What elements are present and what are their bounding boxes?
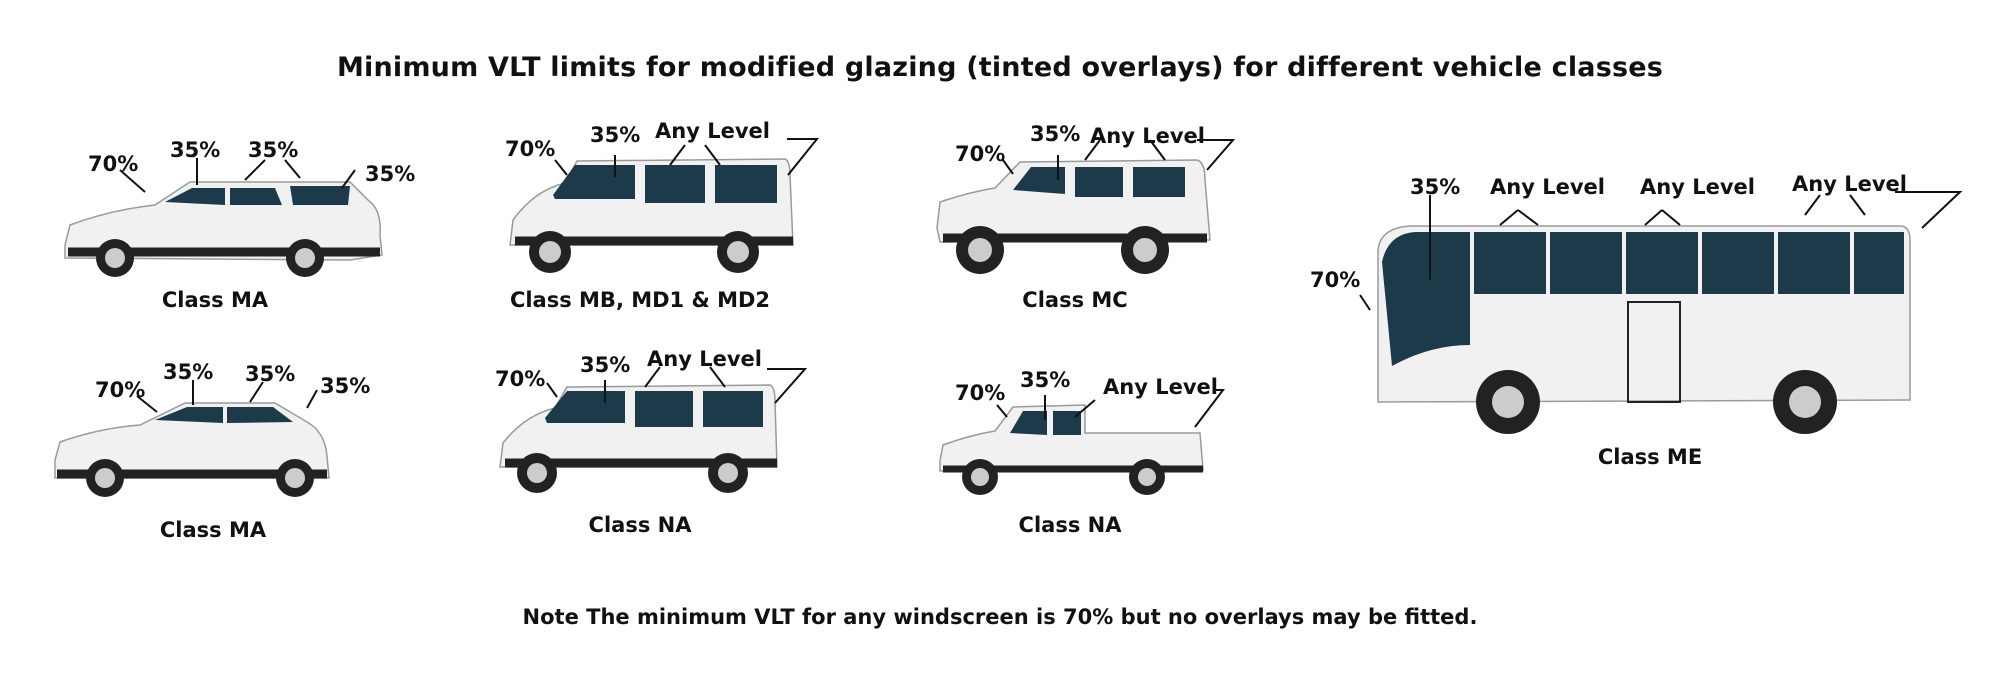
label-windscreen: 70% bbox=[1310, 268, 1361, 292]
label-front-side: 35% bbox=[590, 123, 641, 147]
label-rear: Any Level bbox=[1090, 124, 1205, 148]
label-windscreen: 70% bbox=[95, 378, 146, 402]
coach-bus-icon bbox=[1310, 170, 1990, 490]
label-front-side: 35% bbox=[163, 360, 214, 384]
label-front-side: 35% bbox=[580, 353, 631, 377]
class-label: Class MB, MD1 & MD2 bbox=[509, 288, 771, 312]
label-front-side: 35% bbox=[1020, 368, 1071, 392]
vehicle-mc-suv bbox=[935, 120, 1275, 330]
class-label: Class NA bbox=[1018, 513, 1122, 537]
class-label: Class MA bbox=[161, 288, 269, 312]
vehicle-mb-van bbox=[505, 115, 845, 325]
class-label: Class NA bbox=[588, 513, 692, 537]
label-windscreen: 70% bbox=[955, 381, 1006, 405]
vehicle-ma-estate bbox=[50, 130, 416, 330]
label-windscreen: 70% bbox=[88, 152, 139, 176]
footnote: Note The minimum VLT for any windscreen is 70% but no overlays may be fitted. bbox=[522, 605, 1478, 629]
label-windscreen: 70% bbox=[505, 137, 556, 161]
label-windscreen: 70% bbox=[955, 142, 1006, 166]
class-label: Class ME bbox=[1597, 445, 1703, 469]
label-rear-window: 35% bbox=[365, 162, 416, 186]
label-rear-side: 35% bbox=[245, 362, 296, 386]
label-rear: Any Level bbox=[655, 119, 770, 143]
vehicle-ma-hatch bbox=[45, 360, 371, 560]
label-rear-2: Any Level bbox=[1640, 175, 1755, 199]
label-rear-3: Any Level bbox=[1792, 172, 1907, 196]
class-label: Class MA bbox=[159, 518, 267, 542]
label-rear-side: 35% bbox=[248, 138, 299, 162]
label-rear: Any Level bbox=[1103, 375, 1218, 399]
label-front-side: 35% bbox=[1030, 122, 1081, 146]
label-front-side: 35% bbox=[170, 138, 221, 162]
label-driver-window: 35% bbox=[1410, 175, 1461, 199]
label-rear: Any Level bbox=[647, 347, 762, 371]
label-windscreen: 70% bbox=[495, 367, 546, 391]
vehicle-me-coach bbox=[1310, 170, 1990, 490]
label-rear-1: Any Level bbox=[1490, 175, 1605, 199]
label-rear-window: 35% bbox=[320, 374, 371, 398]
vehicle-na-pickup bbox=[935, 365, 1275, 555]
class-label: Class MC bbox=[1022, 288, 1128, 312]
page-title: Minimum VLT limits for modified glazing (tinted overlays) for different vehicle classes bbox=[336, 52, 1664, 83]
vehicle-na-van bbox=[495, 345, 835, 545]
